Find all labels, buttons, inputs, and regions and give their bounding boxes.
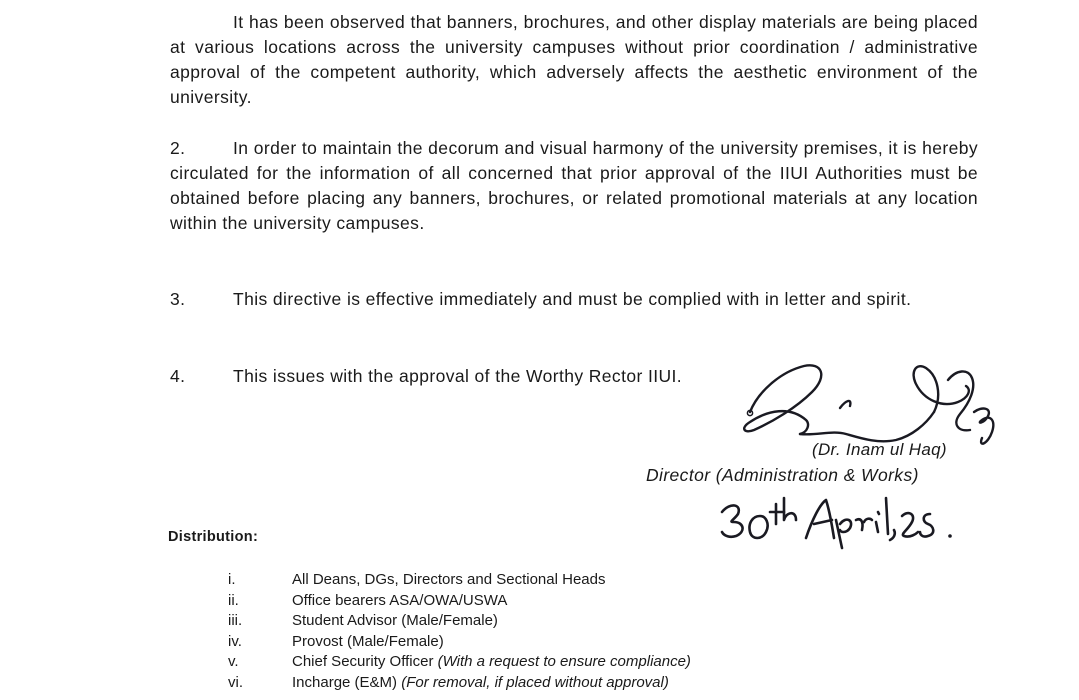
paragraph-4-text: This issues with the approval of the Worthy Rector IIUI. [233,366,683,386]
distribution-item-number: iv. [228,632,242,650]
distribution-item-note: (For removal, if placed without approval) [401,673,669,691]
paragraph-1 [170,10,978,110]
distribution-item-text: Chief Security Officer [292,653,438,670]
distribution-item [228,632,691,653]
distribution-item-text: Office bearers ASA/OWA/USWA [292,591,508,609]
paragraph-2-number: 2. [170,138,186,158]
signatory-title: Director (Administration & Works) [646,465,919,485]
distribution-item-number: i. [228,571,236,588]
distribution-item [228,652,691,673]
paragraph-2-text: In order to maintain the decorum and visual harmony of the university premises, it is hereby circulated for the information of all concerned that prior approval of the IIUI Authorities must be obtained before placing any banners, brochures, or related promotional materials at any location within the university campuses. [170,138,978,233]
paragraph-3-text: This directive is effective immediately and must be complied with in letter and spirit. [233,289,912,309]
distribution-item-number: iii. [228,612,243,629]
distribution-item-note: (With a request to ensure compliance) [437,653,691,670]
paragraph-1-text: It has been observed that banners, brochures, and other display materials are being placed at various locations across the university campuses without prior coordination / administrative approval of the competent authority, which adversely affects the aesthetic environment of the university. [170,12,978,107]
distribution-item-text: Student Advisor (Male/Female) [292,612,498,629]
signatory-name: (Dr. Inam ul Haq) [812,440,947,459]
paragraph-3-number: 3. [170,289,186,309]
handwritten-date [718,490,958,550]
distribution-item [228,673,691,694]
distribution-item-text: All Deans, DGs, Directors and Sectional Heads [292,571,606,588]
distribution-item [228,591,691,612]
paragraph-3 [170,287,978,312]
distribution-item [228,570,691,591]
distribution-item-text: Provost (Male/Female) [292,632,444,650]
distribution-item-number: v. [228,653,239,670]
paragraph-2 [170,136,978,236]
distribution-item [228,611,691,632]
distribution-list [228,570,691,693]
distribution-heading: Distribution: [168,529,259,545]
distribution-item-number: vi. [228,673,243,691]
distribution-item-number: ii. [228,591,239,609]
distribution-item-text: Incharge (E&M) [292,673,402,691]
paragraph-4-number: 4. [170,366,186,386]
